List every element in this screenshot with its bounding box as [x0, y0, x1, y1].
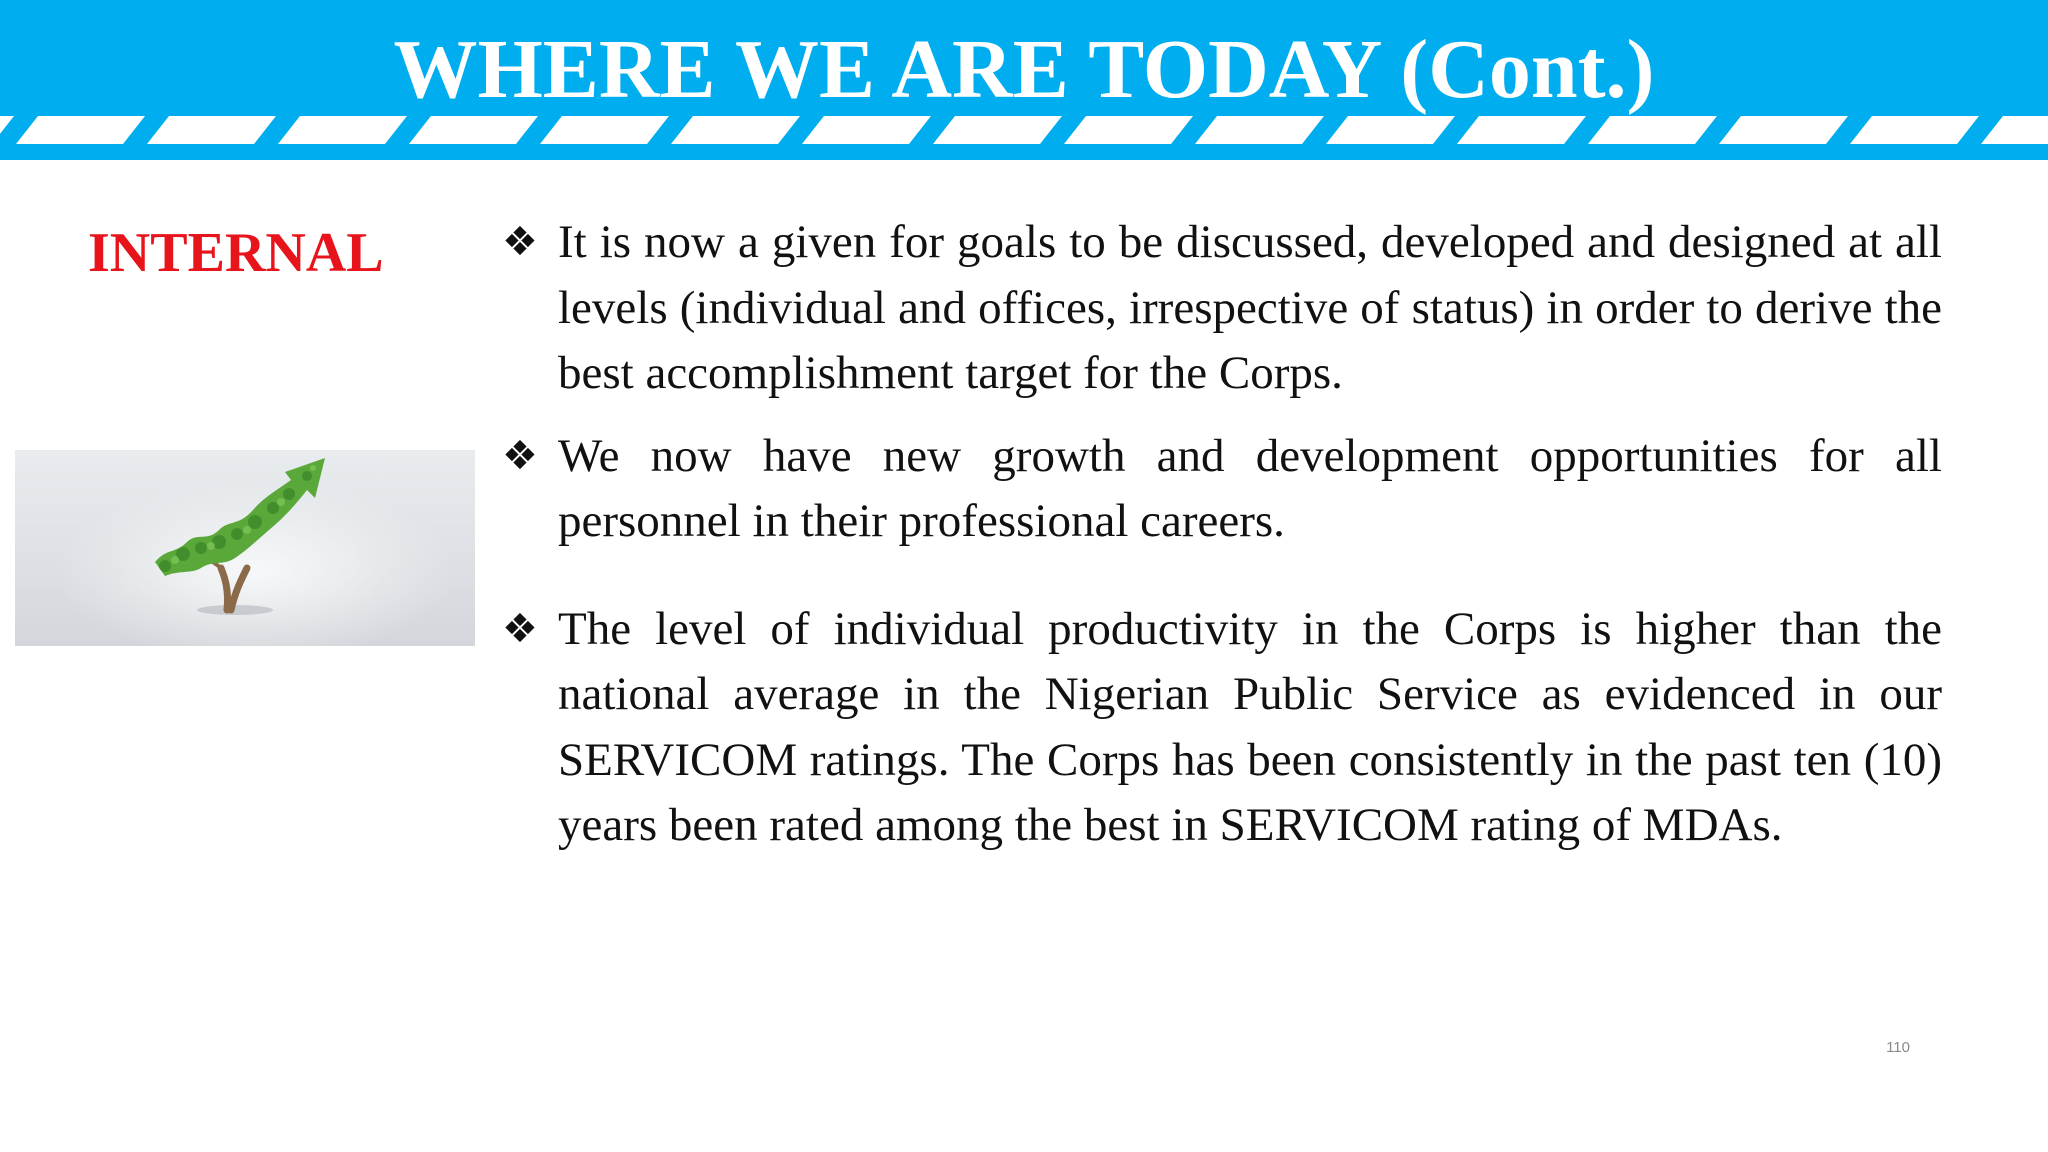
stripe-dash: [540, 116, 669, 144]
bullet-list: [500, 210, 1942, 859]
stripe-dash: [1064, 116, 1193, 144]
section-label-internal: INTERNAL: [88, 222, 384, 284]
stripe-dash: [147, 116, 276, 144]
stripe-dash: [1588, 116, 1717, 144]
stripe-dash: [802, 116, 931, 144]
stripe-dash: [278, 116, 407, 144]
stripe-dash: [1195, 116, 1324, 144]
four-diamond-bullet-icon: ❖: [502, 219, 538, 265]
slide-title: WHERE WE ARE TODAY (Cont.): [393, 23, 1655, 116]
bullet-item: [500, 210, 1942, 407]
stripe-dash: [933, 116, 1062, 144]
bullet-item: [500, 597, 1942, 859]
dashed-stripe: [0, 116, 2048, 144]
title-banner: [0, 0, 2048, 160]
stripe-dash: [409, 116, 538, 144]
stripe-dash: [1850, 116, 1979, 144]
bullet-text: The level of individual productivity in the Corps is higher than the national average in the Nigerian Public Service as evidenced in our SERVICOM ratings. The Corps has been consistently in the past ten (10) years been rated among the best in SERVICOM rating of MDAs.: [558, 602, 1942, 851]
bullet-text: It is now a given for goals to be discussed, developed and designed at all levels (individual and offices, irrespective of status) in order to derive the best accomplishment target for the Corps.: [558, 216, 1942, 399]
stripe-dash: [1457, 116, 1586, 144]
stripe-dash: [16, 116, 145, 144]
bullet-text: We now have new growth and development opportunities for all personnel in their professional careers.: [558, 429, 1942, 547]
growth-tree-image: [15, 450, 475, 646]
stripe-dash: [1326, 116, 1455, 144]
four-diamond-bullet-icon: ❖: [502, 432, 538, 479]
page-number: 110: [1886, 1039, 1910, 1056]
stripe-dash: [671, 116, 800, 144]
stripe-dash: [1719, 116, 1848, 144]
bullet-item: [500, 424, 1942, 555]
four-diamond-bullet-icon: ❖: [502, 605, 538, 652]
